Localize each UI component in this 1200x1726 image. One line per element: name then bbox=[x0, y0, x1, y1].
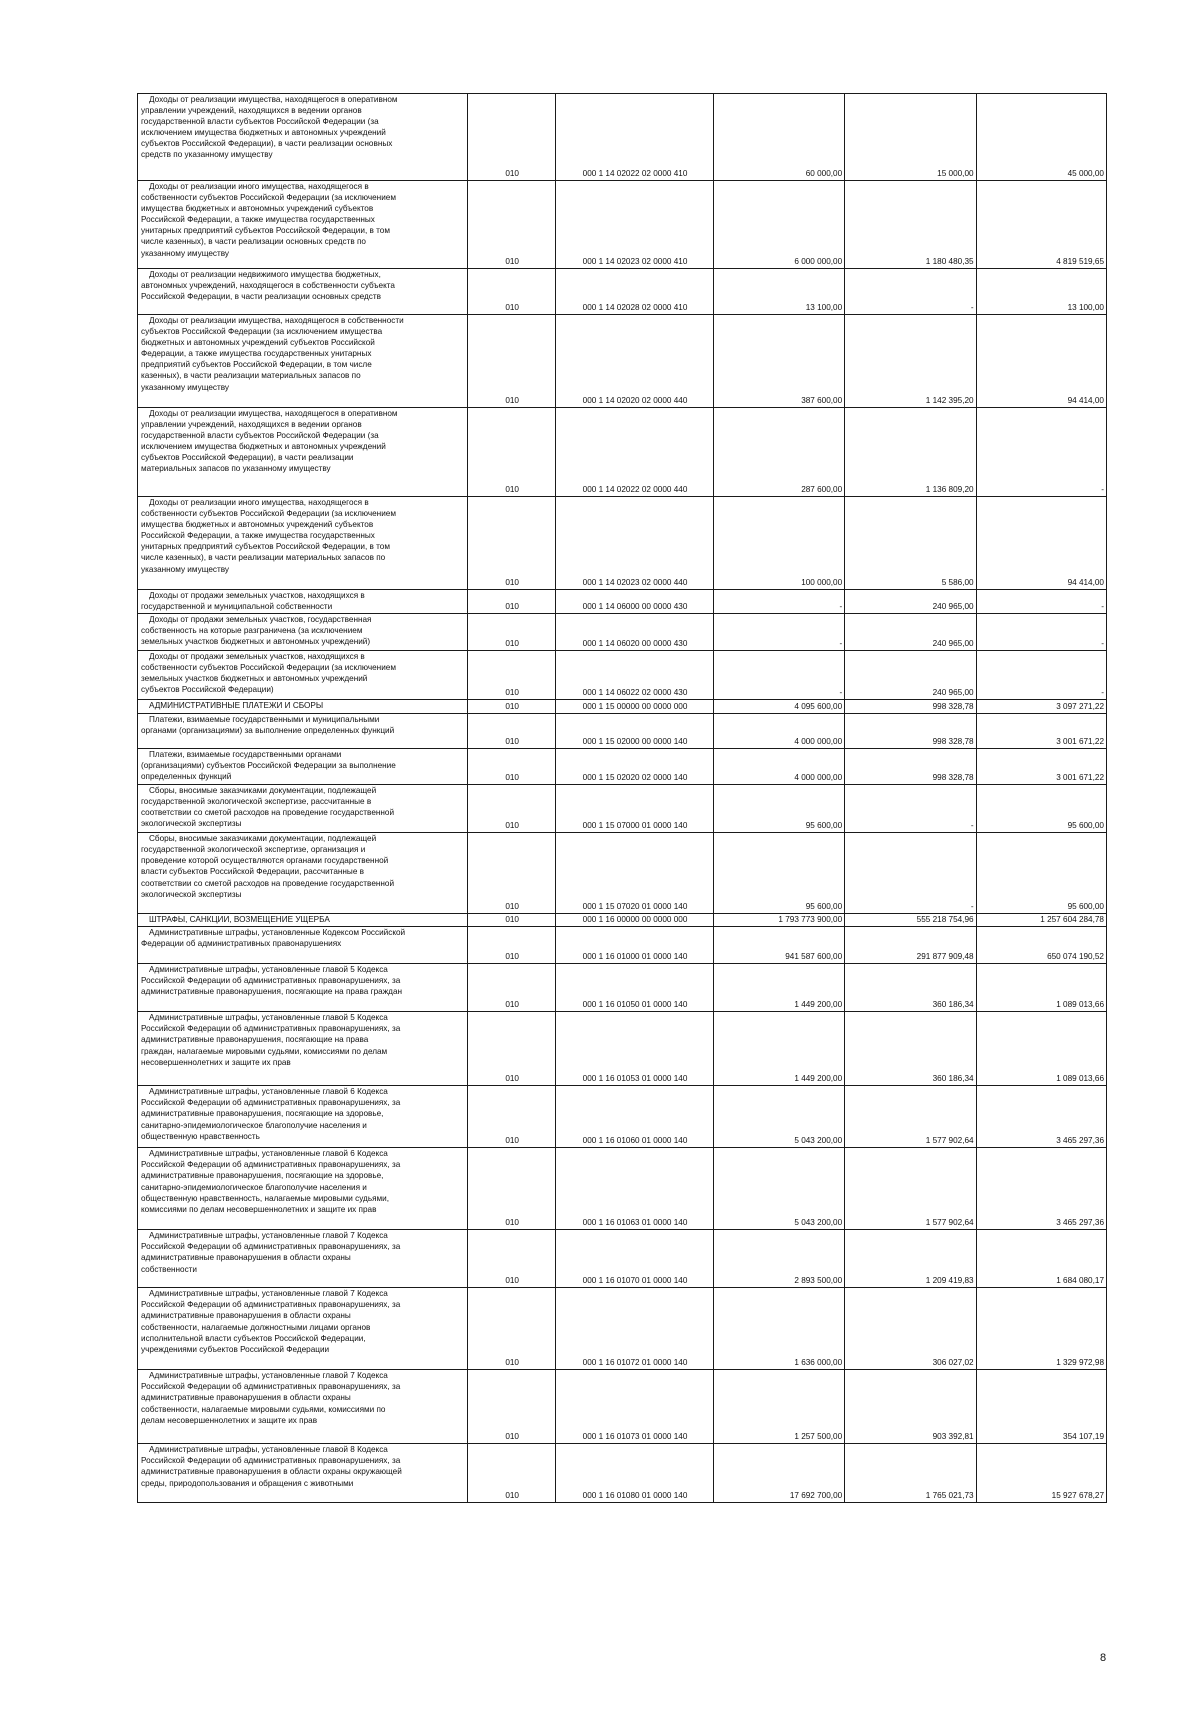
table-row bbox=[138, 269, 1107, 315]
row-budget-code: 000 1 15 02020 02 0000 140 bbox=[556, 749, 713, 785]
row-approved-amount: 13 100,00 bbox=[713, 269, 844, 315]
row-line-code: 010 bbox=[468, 1230, 556, 1288]
row-executed-amount: 240 965,00 bbox=[845, 651, 976, 700]
row-name-text: Сборы, вносимые заказчиками документации, подлежащей государственной экологической экспертизе, организация и проведение которой осуществляются органами государственной власти субъектов Российской Федерации, рассчитанные в соответствии со сметой расходов на проведение государственной экологической экспертизы bbox=[141, 834, 395, 899]
row-line-code: 010 bbox=[468, 181, 556, 269]
row-name-text: Административные штрафы, установленные главой 5 Кодекса Российской Федерации об административных правонарушениях, за административные правонарушения, посягающие на права граждан, налагаемые мировыми судьями, комиссиями по делам несовершеннолетних и защите их прав bbox=[141, 1013, 401, 1067]
row-remaining-amount: 45 000,00 bbox=[976, 94, 1106, 181]
row-line-code: 010 bbox=[468, 94, 556, 181]
row-name-text: Административные штрафы, установленные главой 5 Кодекса Российской Федерации об административных правонарушениях, за административные правонарушения, посягающие на права граждан bbox=[141, 965, 403, 997]
row-remaining-amount: 13 100,00 bbox=[976, 269, 1106, 315]
table-row bbox=[138, 833, 1107, 914]
table-row bbox=[138, 315, 1107, 408]
row-executed-amount: 1 765 021,73 bbox=[845, 1444, 976, 1503]
row-executed-amount: 360 186,34 bbox=[845, 964, 976, 1012]
row-approved-amount: 2 893 500,00 bbox=[713, 1230, 844, 1288]
row-executed-amount: - bbox=[845, 785, 976, 833]
row-approved-amount: 5 043 200,00 bbox=[713, 1148, 844, 1230]
row-approved-amount: 6 000 000,00 bbox=[713, 181, 844, 269]
table-row bbox=[138, 1444, 1107, 1503]
row-name-text: Административные штрафы, установленные главой 6 Кодекса Российской Федерации об административных правонарушениях, за административные правонарушения, посягающие на здоровье, санитарно-эпидемиологическое благополучие населения и общественную нравственность bbox=[141, 1087, 401, 1141]
table-row bbox=[138, 408, 1107, 497]
row-name-text: Платежи, взимаемые государственными органами (организациями) субъектов Российской Федерации за выполнение определенных функций bbox=[141, 750, 396, 782]
row-approved-amount: 1 449 200,00 bbox=[713, 964, 844, 1012]
row-name bbox=[138, 700, 468, 714]
table-row bbox=[138, 700, 1107, 714]
row-name bbox=[138, 269, 468, 315]
row-approved-amount: 60 000,00 bbox=[713, 94, 844, 181]
table-row bbox=[138, 94, 1107, 181]
table-row bbox=[138, 785, 1107, 833]
row-budget-code: 000 1 16 01070 01 0000 140 bbox=[556, 1230, 713, 1288]
table-row bbox=[138, 1148, 1107, 1230]
row-name bbox=[138, 927, 468, 964]
revenue-table-body bbox=[138, 94, 1107, 1503]
row-line-code: 010 bbox=[468, 315, 556, 408]
row-remaining-amount: 1 089 013,66 bbox=[976, 964, 1106, 1012]
table-row bbox=[138, 749, 1107, 785]
row-executed-amount: 15 000,00 bbox=[845, 94, 976, 181]
row-executed-amount: 1 180 480,35 bbox=[845, 181, 976, 269]
row-name-text: Платежи, взимаемые государственными и муниципальными органами (организациями) за выполнение определенных функций bbox=[141, 715, 395, 736]
row-approved-amount: 1 636 000,00 bbox=[713, 1288, 844, 1370]
row-approved-amount: 287 600,00 bbox=[713, 408, 844, 497]
row-executed-amount: 1 209 419,83 bbox=[845, 1230, 976, 1288]
table-row bbox=[138, 1370, 1107, 1444]
row-line-code: 010 bbox=[468, 1288, 556, 1370]
row-approved-amount: 1 793 773 900,00 bbox=[713, 914, 844, 927]
row-remaining-amount: 354 107,19 bbox=[976, 1370, 1106, 1444]
row-remaining-amount: 95 600,00 bbox=[976, 833, 1106, 914]
table-row bbox=[138, 614, 1107, 651]
row-line-code: 010 bbox=[468, 614, 556, 651]
table-row bbox=[138, 964, 1107, 1012]
row-name-text: Административные штрафы, установленные главой 6 Кодекса Российской Федерации об административных правонарушениях, за административные правонарушения, посягающие на здоровье, санитарно-эпидемиологическое благополучие населения и общественную нравственность, налагаемые мировыми судьями, комиссиями по делам несовершеннолетних и защите их прав bbox=[141, 1149, 401, 1214]
row-name bbox=[138, 785, 468, 833]
row-name bbox=[138, 315, 468, 408]
row-line-code: 010 bbox=[468, 749, 556, 785]
row-approved-amount: 387 600,00 bbox=[713, 315, 844, 408]
row-name bbox=[138, 614, 468, 651]
row-name bbox=[138, 964, 468, 1012]
row-name-text: Доходы от реализации иного имущества, находящегося в собственности субъектов Российской Федерации (за исключением имущества бюджетных и автономных учреждений субъектов Российской Федерации, а также имущества государственных унитарных предприятий субъектов Российской Федерации, в том числе казенных), в части реализации основных средств по указанному имуществу bbox=[141, 182, 396, 258]
row-remaining-amount: 1 684 080,17 bbox=[976, 1230, 1106, 1288]
row-budget-code: 000 1 14 02022 02 0000 440 bbox=[556, 408, 713, 497]
page-number: 8 bbox=[1100, 1652, 1107, 1664]
row-executed-amount: 240 965,00 bbox=[845, 614, 976, 651]
row-line-code: 010 bbox=[468, 1370, 556, 1444]
row-budget-code: 000 1 14 06020 00 0000 430 bbox=[556, 614, 713, 651]
row-approved-amount: - bbox=[713, 651, 844, 700]
row-line-code: 010 bbox=[468, 497, 556, 590]
row-budget-code: 000 1 16 01060 01 0000 140 bbox=[556, 1086, 713, 1148]
table-row bbox=[138, 590, 1107, 614]
row-remaining-amount: 650 074 190,52 bbox=[976, 927, 1106, 964]
row-executed-amount: 998 328,78 bbox=[845, 700, 976, 714]
revenue-table bbox=[137, 93, 1107, 1503]
row-budget-code: 000 1 14 02023 02 0000 440 bbox=[556, 497, 713, 590]
row-name bbox=[138, 497, 468, 590]
row-budget-code: 000 1 14 02022 02 0000 410 bbox=[556, 94, 713, 181]
row-budget-code: 000 1 15 00000 00 0000 000 bbox=[556, 700, 713, 714]
row-approved-amount: - bbox=[713, 590, 844, 614]
row-executed-amount: 1 577 902,64 bbox=[845, 1086, 976, 1148]
row-name-text: Доходы от продажи земельных участков, находящихся в государственной и муниципальной собственности bbox=[141, 591, 365, 612]
row-executed-amount: 5 586,00 bbox=[845, 497, 976, 590]
row-name-text: Доходы от реализации имущества, находящегося в собственности субъектов Российской Федерации (за исключением имущества бюджетных и автономных учреждений субъектов Российской Федерации, а также имущества государственных унитарных предприятий субъектов Российской Федерации, в том числе казенных), в части реализации материальных запасов по указанному имуществу bbox=[141, 316, 404, 392]
row-budget-code: 000 1 16 01053 01 0000 140 bbox=[556, 1012, 713, 1086]
row-name bbox=[138, 651, 468, 700]
row-name-text: Доходы от реализации имущества, находящегося в оперативном управлении учреждений, находящихся в ведении органов государственной власти субъектов Российской Федерации (за исключением имущества бюджетных и автономных учреждений субъектов Российской Федерации), в части реализации материальных запасов по указанному имуществу bbox=[141, 409, 398, 474]
row-approved-amount: - bbox=[713, 614, 844, 651]
row-executed-amount: 360 186,34 bbox=[845, 1012, 976, 1086]
row-line-code: 010 bbox=[468, 914, 556, 927]
row-name-text: Доходы от реализации иного имущества, находящегося в собственности субъектов Российской Федерации (за исключением имущества бюджетных и автономных учреждений субъектов Российской Федерации, а также имущества государственных унитарных предприятий субъектов Российской Федерации, в том числе казенных), в части реализации материальных запасов по указанному имуществу bbox=[141, 498, 396, 574]
row-name-text: Административные штрафы, установленные главой 7 Кодекса Российской Федерации об административных правонарушениях, за административные правонарушения в области охраны собственности bbox=[141, 1231, 401, 1274]
row-name bbox=[138, 1370, 468, 1444]
row-remaining-amount: 3 465 297,36 bbox=[976, 1086, 1106, 1148]
row-budget-code: 000 1 15 07020 01 0000 140 bbox=[556, 833, 713, 914]
table-row bbox=[138, 914, 1107, 927]
row-line-code: 010 bbox=[468, 714, 556, 749]
row-remaining-amount: - bbox=[976, 651, 1106, 700]
row-remaining-amount: - bbox=[976, 614, 1106, 651]
row-budget-code: 000 1 16 01063 01 0000 140 bbox=[556, 1148, 713, 1230]
row-remaining-amount: - bbox=[976, 590, 1106, 614]
row-approved-amount: 4 095 600,00 bbox=[713, 700, 844, 714]
row-approved-amount: 5 043 200,00 bbox=[713, 1086, 844, 1148]
row-executed-amount: - bbox=[845, 833, 976, 914]
row-executed-amount: 240 965,00 bbox=[845, 590, 976, 614]
row-budget-code: 000 1 16 01050 01 0000 140 bbox=[556, 964, 713, 1012]
row-name bbox=[138, 94, 468, 181]
row-remaining-amount: 1 089 013,66 bbox=[976, 1012, 1106, 1086]
row-budget-code: 000 1 15 07000 01 0000 140 bbox=[556, 785, 713, 833]
row-name bbox=[138, 1012, 468, 1086]
row-name-text: Административные штрафы, установленные Кодексом Российской Федерации об административных правонарушениях bbox=[141, 928, 406, 949]
row-line-code: 010 bbox=[468, 651, 556, 700]
row-executed-amount: 903 392,81 bbox=[845, 1370, 976, 1444]
row-remaining-amount: 1 329 972,98 bbox=[976, 1288, 1106, 1370]
row-name bbox=[138, 181, 468, 269]
row-budget-code: 000 1 14 02020 02 0000 440 bbox=[556, 315, 713, 408]
row-budget-code: 000 1 14 02028 02 0000 410 bbox=[556, 269, 713, 315]
row-line-code: 010 bbox=[468, 269, 556, 315]
table-row bbox=[138, 1288, 1107, 1370]
row-line-code: 010 bbox=[468, 590, 556, 614]
row-remaining-amount: 3 001 671,22 bbox=[976, 714, 1106, 749]
row-remaining-amount: 3 001 671,22 bbox=[976, 749, 1106, 785]
row-executed-amount: 998 328,78 bbox=[845, 714, 976, 749]
table-row bbox=[138, 714, 1107, 749]
table-row bbox=[138, 181, 1107, 269]
row-name-text: Доходы от реализации имущества, находящегося в оперативном управлении учреждений, находящихся в ведении органов государственной власти субъектов Российской Федерации (за исключением имущества бюджетных и автономных учреждений субъектов Российской Федерации), в части реализации основных средств по указанному имуществу bbox=[141, 95, 398, 160]
row-line-code: 010 bbox=[468, 408, 556, 497]
row-approved-amount: 100 000,00 bbox=[713, 497, 844, 590]
row-budget-code: 000 1 16 01073 01 0000 140 bbox=[556, 1370, 713, 1444]
row-approved-amount: 4 000 000,00 bbox=[713, 749, 844, 785]
row-budget-code: 000 1 16 01072 01 0000 140 bbox=[556, 1288, 713, 1370]
row-executed-amount: 1 577 902,64 bbox=[845, 1148, 976, 1230]
row-remaining-amount: 1 257 604 284,78 bbox=[976, 914, 1106, 927]
row-remaining-amount: 15 927 678,27 bbox=[976, 1444, 1106, 1503]
row-budget-code: 000 1 14 06022 02 0000 430 bbox=[556, 651, 713, 700]
table-row bbox=[138, 1012, 1107, 1086]
row-name bbox=[138, 749, 468, 785]
row-executed-amount: 998 328,78 bbox=[845, 749, 976, 785]
row-approved-amount: 17 692 700,00 bbox=[713, 1444, 844, 1503]
row-approved-amount: 941 587 600,00 bbox=[713, 927, 844, 964]
row-line-code: 010 bbox=[468, 700, 556, 714]
row-name bbox=[138, 714, 468, 749]
row-name bbox=[138, 1288, 468, 1370]
row-remaining-amount: 3 465 297,36 bbox=[976, 1148, 1106, 1230]
table-row bbox=[138, 927, 1107, 964]
row-name-text: Сборы, вносимые заказчиками документации, подлежащей государственной экологической экспертизе, рассчитанные в соответствии со сметой расходов на проведение государственной экологической экспертизы bbox=[141, 786, 395, 829]
row-line-code: 010 bbox=[468, 1086, 556, 1148]
row-name bbox=[138, 914, 468, 927]
row-remaining-amount: 95 600,00 bbox=[976, 785, 1106, 833]
row-remaining-amount: 94 414,00 bbox=[976, 497, 1106, 590]
row-name-text: Административные штрафы, установленные главой 8 Кодекса Российской Федерации об административных правонарушениях, за административные правонарушения в области охраны окружающей среды, природопользования и обращения с животными bbox=[141, 1445, 402, 1488]
row-line-code: 010 bbox=[468, 1444, 556, 1503]
table-row bbox=[138, 497, 1107, 590]
row-remaining-amount: 4 819 519,65 bbox=[976, 181, 1106, 269]
row-name bbox=[138, 590, 468, 614]
row-executed-amount: 1 142 395,20 bbox=[845, 315, 976, 408]
row-approved-amount: 4 000 000,00 bbox=[713, 714, 844, 749]
row-budget-code: 000 1 16 01000 01 0000 140 bbox=[556, 927, 713, 964]
row-name-text: АДМИНИСТРАТИВНЫЕ ПЛАТЕЖИ И СБОРЫ bbox=[149, 701, 324, 711]
table-row bbox=[138, 1230, 1107, 1288]
row-line-code: 010 bbox=[468, 833, 556, 914]
row-line-code: 010 bbox=[468, 1012, 556, 1086]
row-name bbox=[138, 1148, 468, 1230]
row-executed-amount: 306 027,02 bbox=[845, 1288, 976, 1370]
row-name-text: Доходы от реализации недвижимого имущества бюджетных, автономных учреждений, находящегося в собственности субъекта Российской Федерации, в части реализации основных средств bbox=[141, 270, 395, 302]
row-line-code: 010 bbox=[468, 927, 556, 964]
row-name-text: Доходы от продажи земельных участков, государственная собственность на которые разграничена (за исключением земельных участков бюджетных и автономных учреждений) bbox=[141, 615, 372, 647]
row-executed-amount: 291 877 909,48 bbox=[845, 927, 976, 964]
row-line-code: 010 bbox=[468, 785, 556, 833]
row-approved-amount: 1 257 500,00 bbox=[713, 1370, 844, 1444]
row-remaining-amount: - bbox=[976, 408, 1106, 497]
row-budget-code: 000 1 16 01080 01 0000 140 bbox=[556, 1444, 713, 1503]
row-name bbox=[138, 1230, 468, 1288]
row-remaining-amount: 94 414,00 bbox=[976, 315, 1106, 408]
row-executed-amount: 555 218 754,96 bbox=[845, 914, 976, 927]
row-name bbox=[138, 833, 468, 914]
row-name-text: Доходы от продажи земельных участков, находящихся в собственности субъектов Российской Федерации (за исключением земельных участков бюджетных и автономных учреждений субъектов Российской Федерации) bbox=[141, 652, 396, 695]
row-budget-code: 000 1 14 06000 00 0000 430 bbox=[556, 590, 713, 614]
row-line-code: 010 bbox=[468, 1148, 556, 1230]
row-approved-amount: 95 600,00 bbox=[713, 785, 844, 833]
row-remaining-amount: 3 097 271,22 bbox=[976, 700, 1106, 714]
row-name-text: ШТРАФЫ, САНКЦИИ, ВОЗМЕЩЕНИЕ УЩЕРБА bbox=[149, 915, 330, 925]
table-row bbox=[138, 1086, 1107, 1148]
row-executed-amount: 1 136 809,20 bbox=[845, 408, 976, 497]
row-approved-amount: 95 600,00 bbox=[713, 833, 844, 914]
row-executed-amount: - bbox=[845, 269, 976, 315]
row-name-text: Административные штрафы, установленные главой 7 Кодекса Российской Федерации об административных правонарушениях, за административные правонарушения в области охраны собственности, налагаемые мировыми судьями, комиссиями по делам несовершеннолетних и защите их прав bbox=[141, 1371, 401, 1425]
row-name bbox=[138, 1444, 468, 1503]
row-name bbox=[138, 1086, 468, 1148]
row-line-code: 010 bbox=[468, 964, 556, 1012]
row-budget-code: 000 1 15 02000 00 0000 140 bbox=[556, 714, 713, 749]
row-name-text: Административные штрафы, установленные главой 7 Кодекса Российской Федерации об административных правонарушениях, за административные правонарушения в области охраны собственности, налагаемые должностными лицами органов исполнительной власти субъектов Российской Федерации, учреждениями субъектов Российской Федерации bbox=[141, 1289, 401, 1354]
row-budget-code: 000 1 16 00000 00 0000 000 bbox=[556, 914, 713, 927]
row-budget-code: 000 1 14 02023 02 0000 410 bbox=[556, 181, 713, 269]
row-approved-amount: 1 449 200,00 bbox=[713, 1012, 844, 1086]
table-row bbox=[138, 651, 1107, 700]
row-name bbox=[138, 408, 468, 497]
